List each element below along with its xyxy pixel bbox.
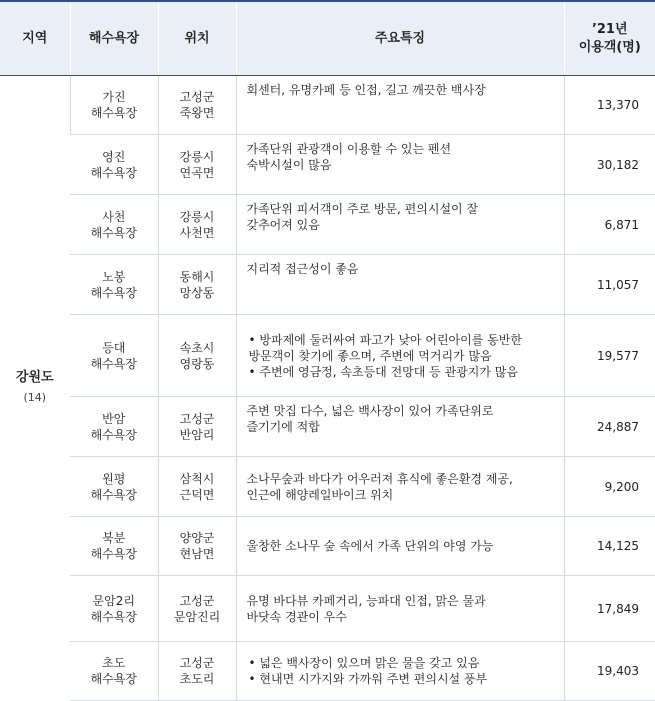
beach-name-line: 노봉 [70, 269, 158, 285]
features-text [247, 397, 554, 435]
features-cell [236, 195, 564, 255]
feature-bullet [247, 332, 554, 364]
location-line: 삼척시 [159, 471, 236, 487]
location-line: 고성군 [159, 89, 236, 105]
table-row [0, 576, 655, 642]
location-line: 현남면 [159, 546, 236, 562]
header-location: 위치 [158, 1, 236, 76]
location-cell [158, 255, 236, 315]
feature-bullet [247, 364, 554, 380]
beach-name-cell [70, 457, 158, 517]
visitors-cell: 11,057 [564, 255, 655, 315]
header-region: 지역 [0, 1, 70, 76]
beach-name-line: 해수욕장 [70, 165, 158, 181]
features-text [247, 538, 554, 554]
beach-name-line: 해수욕장 [70, 546, 158, 562]
feature-line: 가족단위 피서객이 주로 방문, 편의시설이 잘 [247, 201, 554, 217]
feature-line: 인근에 해양레일바이크 위치 [247, 487, 554, 503]
feature-line: 주변 맛집 다수, 넓은 백사장이 있어 가족단위로 [247, 403, 554, 419]
feature-line: 유명 바다뷰 카페거리, 능파대 인접, 맑은 물과 [247, 593, 554, 609]
beach-name-cell [70, 135, 158, 195]
feature-line: 가족단위 관광객이 이용할 수 있는 펜션 [247, 141, 554, 157]
visitors-cell: 24,887 [564, 397, 655, 457]
visitors-cell: 19,577 [564, 315, 655, 397]
features-cell [236, 255, 564, 315]
features-text [247, 255, 554, 277]
location-cell [158, 576, 236, 642]
features-cell [236, 397, 564, 457]
features-text [247, 76, 554, 98]
features-cell [236, 642, 564, 701]
beach-name-cell [70, 76, 158, 135]
location-line: 초도리 [159, 671, 236, 687]
location-line: 고성군 [159, 411, 236, 427]
feature-line: 바닷속 경관이 우수 [247, 609, 554, 625]
location-line: 근덕면 [159, 487, 236, 503]
features-text [247, 655, 554, 687]
beach-name-line: 해수욕장 [70, 487, 158, 503]
features-text [247, 471, 554, 503]
feature-line: 갖추어져 있음 [247, 217, 554, 233]
location-line: 문암진리 [159, 609, 236, 625]
header-visitors-year: ’21년 [565, 21, 655, 39]
features-cell [236, 135, 564, 195]
visitors-cell: 14,125 [564, 517, 655, 576]
beach-name-line: 해수욕장 [70, 671, 158, 687]
feature-line: 회센터, 유명카페 등 인접, 길고 깨끗한 백사장 [247, 82, 554, 98]
table-row [0, 315, 655, 397]
location-line: 망상동 [159, 285, 236, 301]
features-cell [236, 76, 564, 135]
location-line: 동해시 [159, 269, 236, 285]
beach-name-cell [70, 576, 158, 642]
header-beach: 해수욕장 [70, 1, 158, 76]
visitors-cell: 6,871 [564, 195, 655, 255]
bullet-dot-icon: • [249, 656, 260, 670]
location-line: 강릉시 [159, 149, 236, 165]
beach-name-line: 등대 [70, 340, 158, 356]
beach-name-line: 반암 [70, 411, 158, 427]
table-row [0, 135, 655, 195]
feature-bullet [247, 655, 554, 671]
location-cell [158, 642, 236, 701]
beach-name-cell [70, 517, 158, 576]
table-row [0, 397, 655, 457]
bullet-dot-icon: • [249, 365, 260, 379]
visitors-cell: 9,200 [564, 457, 655, 517]
beach-name-line: 북분 [70, 530, 158, 546]
table-row [0, 255, 655, 315]
beach-name-line: 사천 [70, 209, 158, 225]
features-text [247, 135, 554, 173]
visitors-cell: 30,182 [564, 135, 655, 195]
visitors-cell: 13,370 [564, 76, 655, 135]
features-cell [236, 576, 564, 642]
location-cell [158, 315, 236, 397]
location-line: 반암리 [159, 427, 236, 443]
table-row [0, 457, 655, 517]
feature-line: 방문객이 찾기에 좋으며, 주변에 먹거리가 많음 [256, 348, 554, 364]
feature-line: 현내면 시가지와 가까워 주변 편의시설 풍부 [259, 672, 487, 686]
feature-line: 방파제에 둘러싸여 파고가 낮아 어린아이를 동반한 [259, 333, 522, 347]
visitors-cell: 17,849 [564, 576, 655, 642]
region-count: (14) [0, 390, 70, 406]
header-visitors [564, 1, 655, 76]
beach-name-line: 해수욕장 [70, 427, 158, 443]
feature-line: 즐기기에 적합 [247, 419, 554, 435]
region-cell [0, 76, 70, 701]
location-line: 죽왕면 [159, 105, 236, 121]
beach-name-line: 해수욕장 [71, 105, 158, 121]
location-line: 강릉시 [159, 209, 236, 225]
beach-name-line: 초도 [70, 655, 158, 671]
location-cell [158, 195, 236, 255]
feature-line: 넓은 백사장이 있으며 맑은 물을 갖고 있음 [259, 656, 479, 670]
header-features: 주요특징 [236, 1, 564, 76]
table-row [0, 517, 655, 576]
features-text [247, 195, 554, 233]
beach-name-cell [70, 642, 158, 701]
features-cell [236, 315, 564, 397]
beach-name-line: 해수욕장 [70, 356, 158, 372]
features-text [247, 593, 554, 625]
region-name: 강원도 [0, 370, 70, 386]
location-cell [158, 397, 236, 457]
location-line: 고성군 [159, 593, 236, 609]
location-cell [158, 457, 236, 517]
location-cell [158, 135, 236, 195]
beach-name-line: 원평 [70, 471, 158, 487]
feature-bullet [247, 671, 554, 687]
location-line: 영랑동 [159, 356, 236, 372]
location-line: 양양군 [159, 530, 236, 546]
feature-line: 주변에 영금정, 속초등대 전망대 등 관광지가 많음 [259, 365, 518, 379]
location-line: 사천면 [159, 225, 236, 241]
feature-line: 소나무숲과 바다가 어우러져 휴식에 좋은환경 제공, [247, 471, 554, 487]
table-row [0, 76, 655, 135]
beach-name-line: 해수욕장 [70, 285, 158, 301]
table-row [0, 195, 655, 255]
location-cell [158, 517, 236, 576]
header-visitors-unit: 이용객(명) [565, 39, 655, 57]
feature-line: 울창한 소나무 숲 속에서 가족 단위의 야영 가능 [247, 538, 554, 554]
feature-line: 숙박시설이 많음 [247, 157, 554, 173]
beach-name-cell [70, 315, 158, 397]
beach-name-cell [70, 255, 158, 315]
bullet-dot-icon: • [249, 672, 260, 686]
features-cell [236, 457, 564, 517]
location-line: 고성군 [159, 655, 236, 671]
beach-name-cell [70, 397, 158, 457]
beach-name-line: 해수욕장 [70, 609, 158, 625]
beach-name-line: 문암2리 [70, 593, 158, 609]
visitors-cell: 19,403 [564, 642, 655, 701]
beach-name-line: 영진 [70, 149, 158, 165]
features-text [247, 332, 554, 380]
bullet-dot-icon: • [249, 333, 260, 347]
feature-line: 지리적 접근성이 좋음 [247, 261, 554, 277]
location-line: 속초시 [159, 340, 236, 356]
features-cell [236, 517, 564, 576]
table-row [0, 642, 655, 701]
location-line: 연곡면 [159, 165, 236, 181]
location-cell [158, 76, 236, 135]
beach-name-cell [70, 195, 158, 255]
beach-name-line: 해수욕장 [70, 225, 158, 241]
table-header-row [0, 1, 655, 76]
beach-name-line: 가진 [71, 89, 158, 105]
